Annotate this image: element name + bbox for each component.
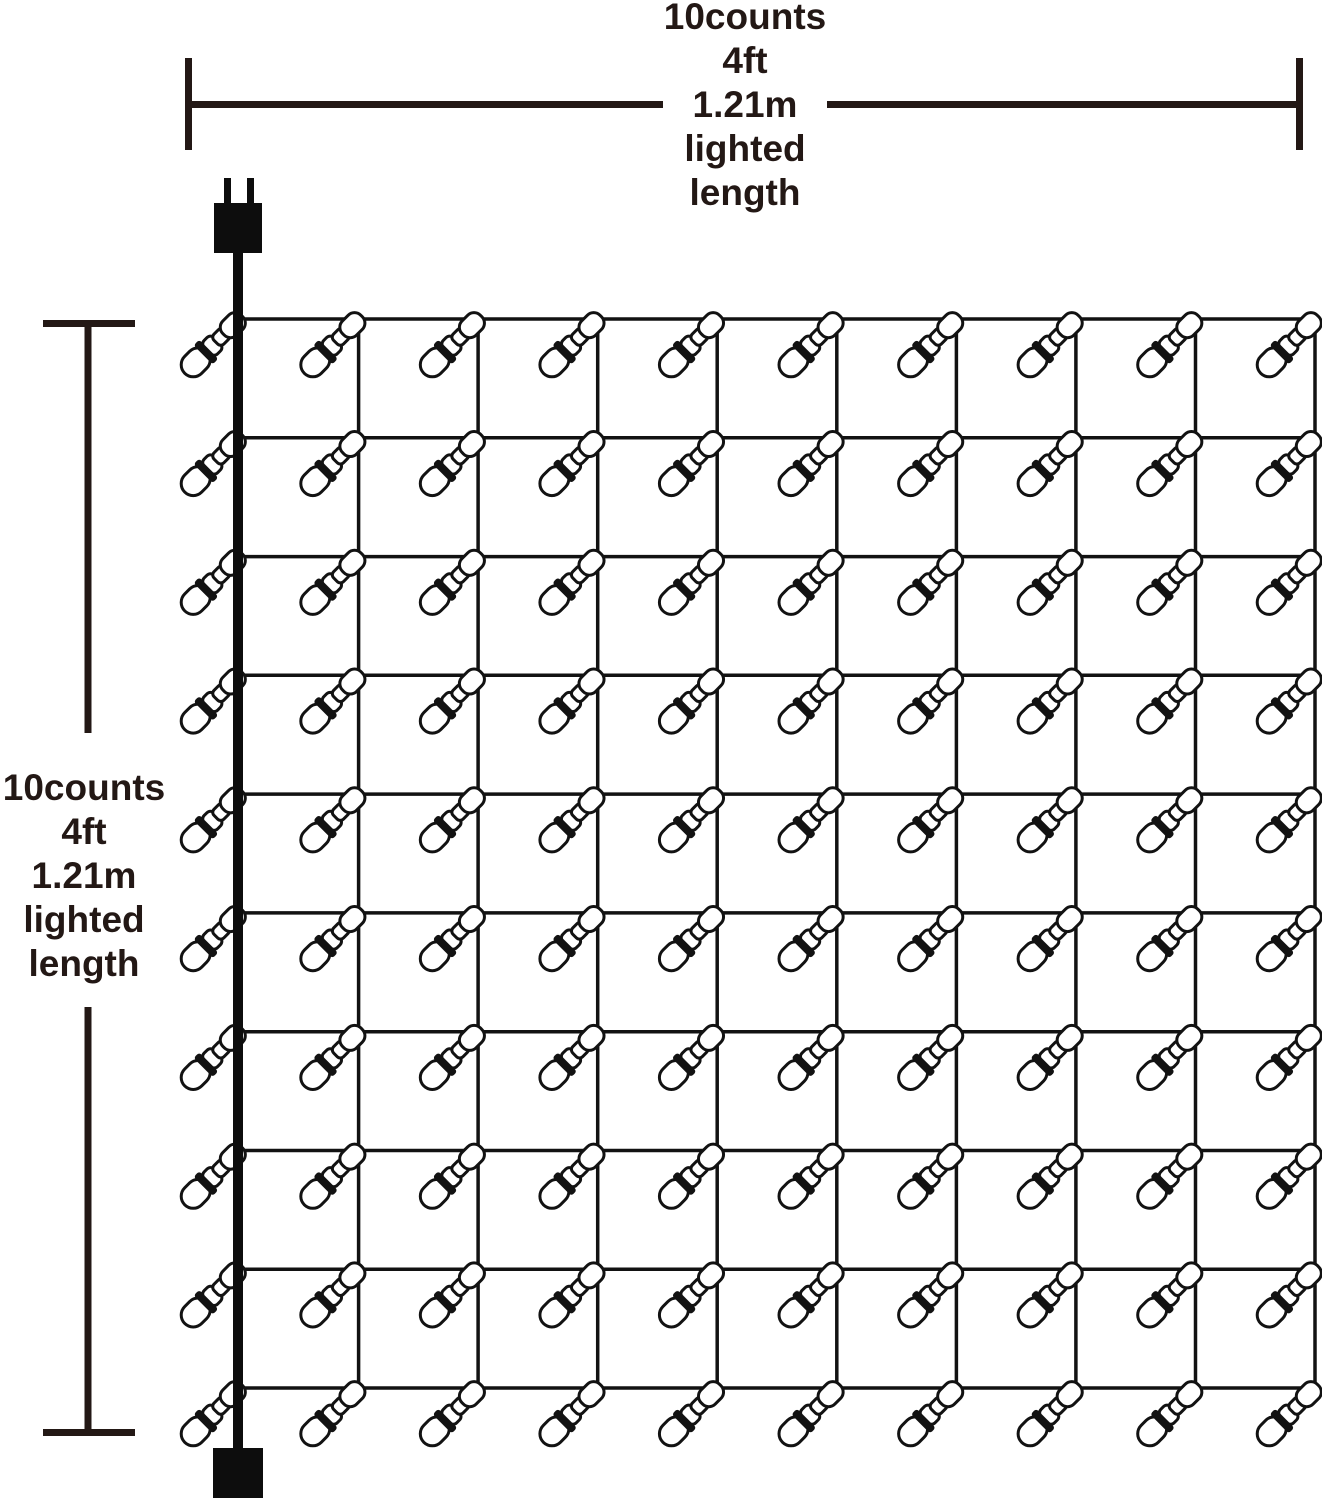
dimension-text-line: 1.21m — [31, 855, 137, 896]
power-plug-icon — [214, 178, 262, 253]
dimension-text-line: 4ft — [61, 811, 107, 852]
left-dimension-label — [0, 766, 254, 986]
dimension-text-line: 10counts — [2, 767, 166, 808]
dimension-text-line: lighted — [23, 899, 145, 940]
led-bulbs-layer — [175, 306, 1322, 1451]
dimension-text-line: 10counts — [663, 0, 827, 37]
dimension-text-line: 1.21m — [692, 84, 798, 125]
top-dimension-label — [575, 0, 915, 215]
dimension-text-line: 4ft — [722, 40, 768, 81]
dimension-text-line: length — [28, 943, 140, 984]
dimension-text-line: length — [689, 172, 801, 213]
end-connector-icon — [213, 1448, 263, 1498]
dimension-text-line: lighted — [684, 128, 806, 169]
